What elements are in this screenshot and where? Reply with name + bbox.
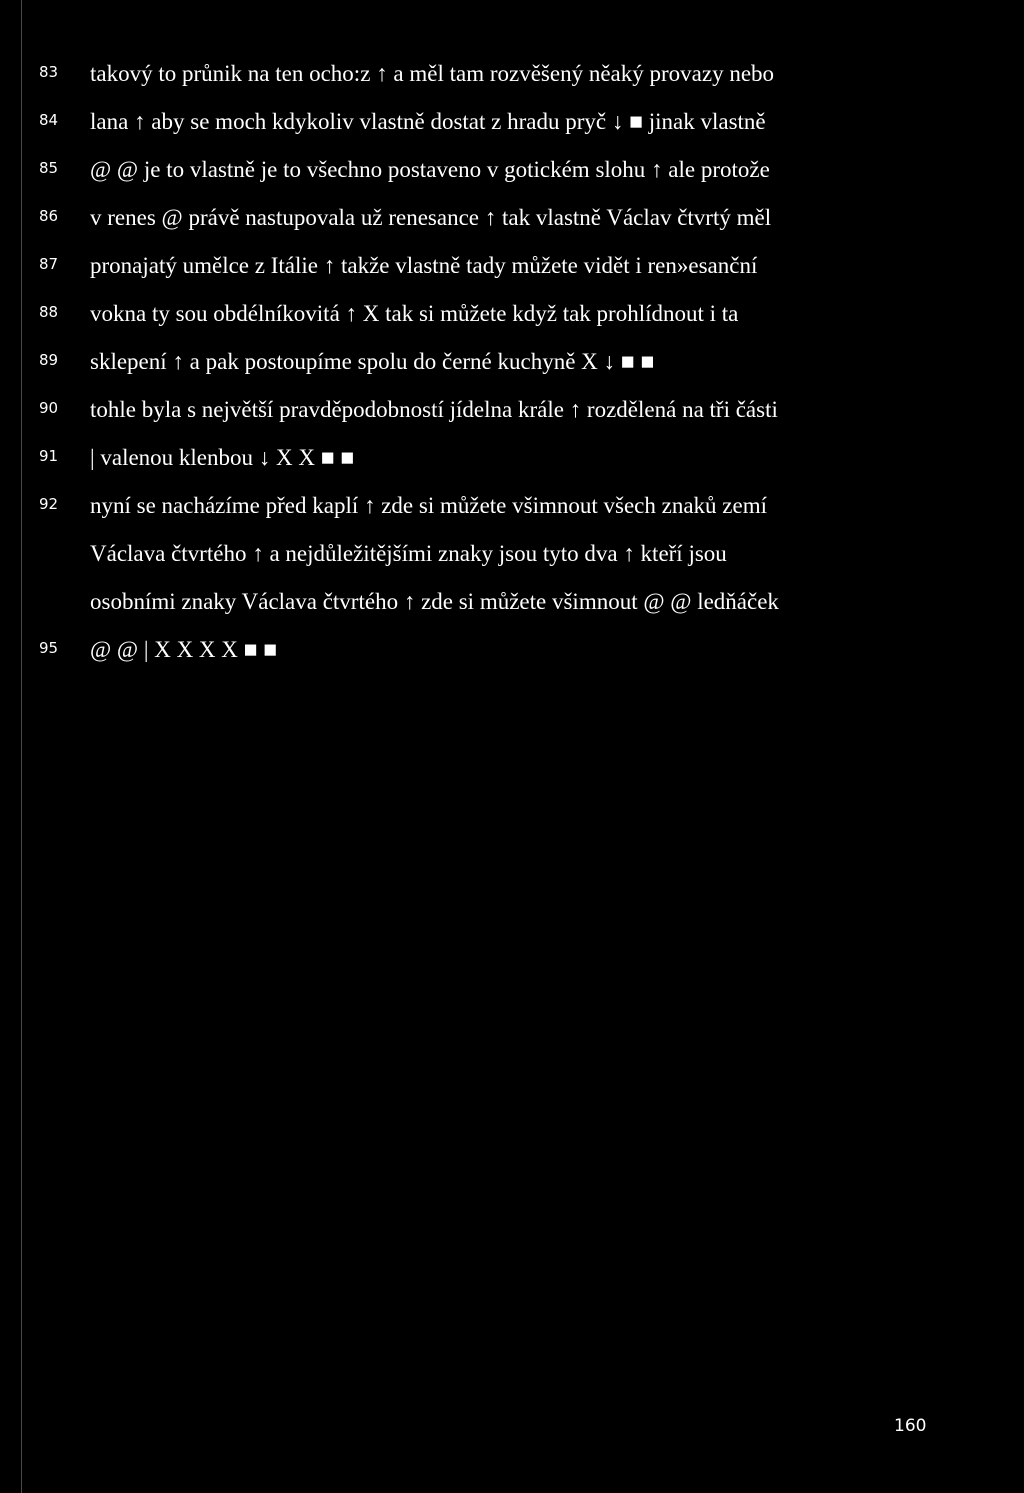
line-text: v renes @ právě nastupovala už renesance ↑ tak vlastně Václav čtvrtý měl: [90, 205, 772, 230]
line-number: 95: [39, 639, 59, 657]
line-number: 85: [39, 159, 59, 177]
transcript-line: [0, 62, 1024, 110]
transcript-line: [0, 494, 1024, 542]
line-number: 83: [39, 63, 59, 81]
line-number: 92: [39, 495, 59, 513]
line-number: 88: [39, 303, 59, 321]
transcript-line: [0, 590, 1024, 638]
line-number: 91: [39, 447, 59, 465]
page-number: 160: [894, 1416, 927, 1436]
line-text: tohle byla s největší pravděpodobností jídelna krále ↑ rozdělená na tři části: [90, 397, 778, 422]
line-text: lana ↑ aby se moch kdykoliv vlastně dostat z hradu pryč ↓ ■ jinak vlastně: [90, 109, 766, 134]
line-text: pronajatý umělce z Itálie ↑ takže vlastně tady můžete vidět i ren»esanční: [90, 253, 758, 278]
line-number: 87: [39, 255, 59, 273]
line-number: 89: [39, 351, 59, 369]
line-text: takový to průnik na ten ocho:z ↑ a měl tam rozvěšený něaký provazy nebo: [90, 61, 775, 86]
transcript-line: [0, 110, 1024, 158]
line-number: 86: [39, 207, 59, 225]
transcript-line: [0, 398, 1024, 446]
line-text: sklepení ↑ a pak postoupíme spolu do černé kuchyně X ↓ ■ ■: [90, 349, 655, 374]
transcript-line: [0, 542, 1024, 590]
line-text: @ @ | X X X X ■ ■: [90, 637, 278, 662]
line-number: 84: [39, 111, 59, 129]
line-number: 90: [39, 399, 59, 417]
transcript-line: [0, 206, 1024, 254]
line-text: | valenou klenbou ↓ X X ■ ■: [90, 445, 355, 470]
line-text: osobními znaky Václava čtvrtého ↑ zde si můžete všimnout @ @ ledňáček: [90, 589, 779, 614]
transcript-line: [0, 254, 1024, 302]
line-text: Václava čtvrtého ↑ a nejdůležitějšími znaky jsou tyto dva ↑ kteří jsou: [90, 541, 727, 566]
transcript-line: [0, 350, 1024, 398]
transcript-line: [0, 446, 1024, 494]
line-text: @ @ je to vlastně je to všechno postaveno v gotickém slohu ↑ ale protože: [90, 157, 770, 182]
transcript-line: [0, 302, 1024, 350]
line-text: nyní se nacházíme před kaplí ↑ zde si můžete všimnout všech znaků zemí: [90, 493, 767, 518]
transcript-line: [0, 638, 1024, 686]
line-text: vokna ty sou obdélníkovitá ↑ X tak si můžete když tak prohlídnout i ta: [90, 301, 739, 326]
transcript-line: [0, 158, 1024, 206]
